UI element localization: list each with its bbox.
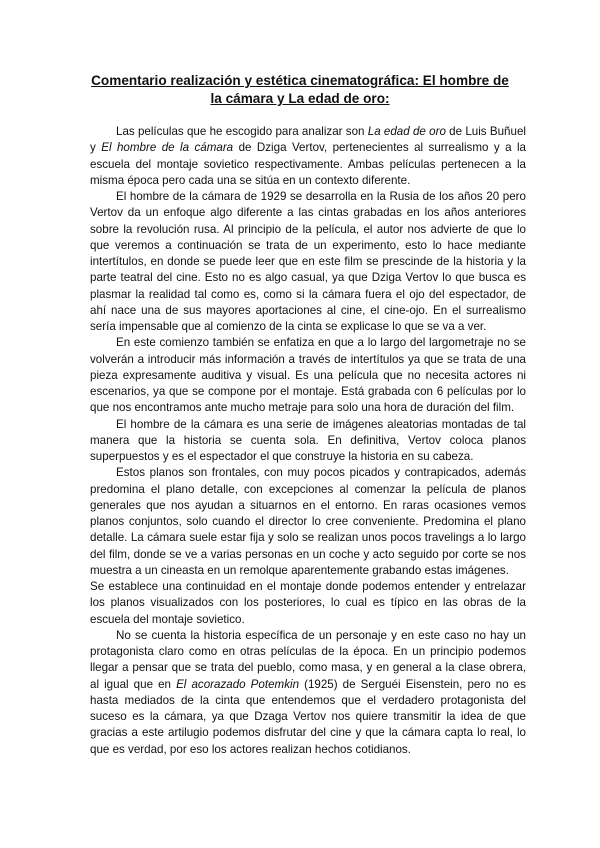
- paragraph: [90, 335, 526, 416]
- document-body: [90, 124, 526, 758]
- text-run: Estos planos son frontales, con muy pocos picados y contrapicados, además predomina el plano detalle, con excepciones al comenzar la película de planos generales que nos ayudan a situarnos en el entorno. En raras ocasiones vemos planos conjuntos, solo cuando el director lo cree conveniente. Predomina el plano detalle. La cámara suele estar fija y solo se realizan unos pocos travelings a lo largo del film, donde se ve a varias personas en un coche y acto seguido por corte se nos muestra a un cineasta en un remolque aparentemente grabando estas imágenes.: [90, 466, 526, 577]
- paragraph: [90, 124, 526, 189]
- text-run: En este comienzo también se enfatiza en que a lo largo del largometraje no se volverán a introducir más información a través de intertítulos ya que se trata de una pieza expresamente auditiva y visual. Es una película que no necesita actores ni escenarios, ya que se compone por el montaje. Está grabada con 6 películas por lo que nos encontramos ante mucho metraje para solo una hora de duración del film.: [90, 336, 526, 415]
- text-run: (1925) de Serguéi Eisenstein, pero no es hasta mediados de la cinta que entendemos que el verdadero protagonista del suceso es la cámara, ya que Dzaga Vertov nos quiere transmitir la idea de que gracias a este artilugio podemos disfrutar del cine y que la cámara capta lo real, lo que es verdad, por eso los actores realizan hechos cotidianos.: [90, 677, 526, 756]
- paragraph: [90, 579, 526, 628]
- paragraph: [90, 465, 526, 579]
- film-title: El acorazado Potemkin: [176, 677, 300, 691]
- film-title: La edad de oro: [367, 125, 446, 138]
- text-run: de Dziga Vertov, pertenecientes al surrealismo y a la escuela del montaje sovietico respectivamente. Ambas películas pertenecen a la misma época pero cada una se sitúa en un contexto diferente.: [90, 141, 526, 187]
- document-title: Comentario realización y estética cinematográfica: El hombre de la cámara y La edad de oro:: [91, 73, 509, 106]
- text-run: El hombre de la cámara es una serie de imágenes aleatorias montadas de tal manera que la historia se cuenta sola. En definitiva, Vertov coloca planos superpuestos y es el espectador el que construye la historia en su cabeza.: [90, 417, 526, 463]
- paragraph: [90, 628, 526, 758]
- film-title: El hombre de la cámara: [101, 141, 234, 155]
- paragraph: [90, 189, 526, 335]
- text-run: El hombre de la cámara de 1929 se desarrolla en la Rusia de los años 20 pero Vertov da un enfoque algo diferente a las cintas grabadas en los años anteriores sobre la revolución rusa. Al principio de la película, el autor nos advierte de que lo que veremos a continuación se trata de un experimento, esto lo hace mediante intertítulos, en donde se puede leer que en este film se prescinde de la historia y la parte teatral del cine. Esto no es algo casual, ya que Dziga Vertov lo que busca es plasmar la realidad tal como es, como si la cámara fuera el ojo del espectador, de ahí nace una de sus mayores aportaciones al cine, el cine-ojo. En el surrealismo sería impensable que al comienzo de la cinta se explicase lo que se va a ver.: [90, 190, 526, 333]
- text-run: Se establece una continuidad en el montaje donde podemos entender y entrelazar los planos visualizados con los posteriores, lo cual es típico en las obras de la escuela del montaje sovietico.: [90, 580, 526, 626]
- paragraph: [90, 417, 526, 466]
- text-run: de Luis Buñuel y: [90, 125, 526, 155]
- text-run: No se cuenta la historia específica de un personaje y en este caso no hay un protagonista claro como en otras películas de la época. En un principio podemos llegar a pensar que se trata del pueblo, como masa, y en general a la clase obrera, al igual que en: [90, 628, 526, 691]
- text-run: Las películas que he escogido para analizar son: [116, 125, 368, 138]
